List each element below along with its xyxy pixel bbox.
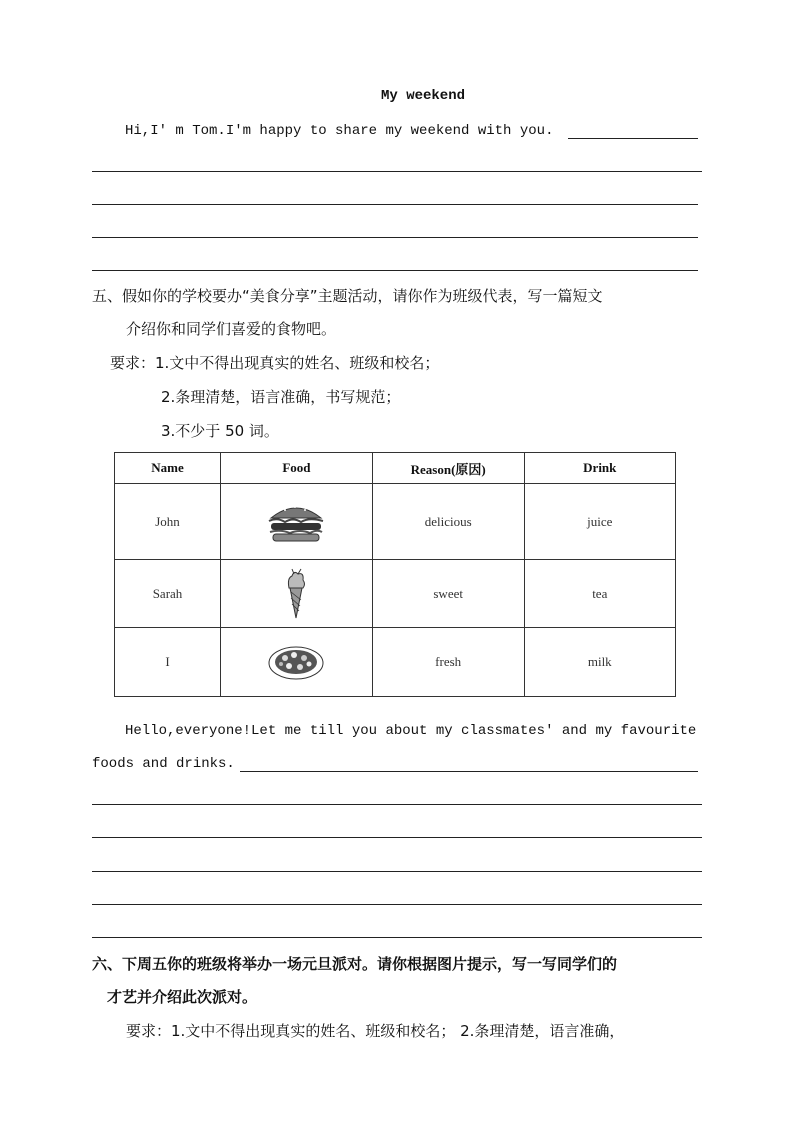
essay-opening: Hi,I' m Tom.I'm happy to share my weekend with you. xyxy=(125,123,554,139)
cell-drink: tea xyxy=(524,560,675,628)
salad-icon xyxy=(267,643,325,681)
header-reason: Reason(原因) xyxy=(372,453,524,484)
header-food: Food xyxy=(221,453,373,484)
answer-line[interactable] xyxy=(568,138,698,139)
answer-line[interactable] xyxy=(92,237,698,238)
section5-requirement-3: 3.不少于 50 词。 xyxy=(161,422,279,440)
header-drink: Drink xyxy=(524,453,675,484)
answer-line[interactable] xyxy=(92,204,698,205)
food-table xyxy=(114,452,676,697)
section5-requirement-2: 2.条理清楚，语言准确，书写规范； xyxy=(161,388,401,406)
answer-line[interactable] xyxy=(92,171,702,172)
answer-line[interactable] xyxy=(92,270,698,271)
cell-drink: juice xyxy=(524,484,675,560)
section6-heading: 六、下周五你的班级将举办一场元旦派对。请你根据图片提示，写一写同学们的 xyxy=(92,955,618,973)
cell-food xyxy=(221,484,373,560)
answer-line[interactable] xyxy=(92,904,702,905)
cell-reason: fresh xyxy=(372,628,524,697)
cell-name: Sarah xyxy=(115,560,221,628)
essay-title: My weekend xyxy=(380,88,465,104)
table-row xyxy=(115,484,676,560)
cell-drink: milk xyxy=(524,628,675,697)
answer-line[interactable] xyxy=(92,871,702,872)
table-row xyxy=(115,628,676,697)
cell-food xyxy=(221,628,373,697)
answer-line[interactable] xyxy=(92,937,702,938)
section5-heading-cont: 介绍你和同学们喜爱的食物吧。 xyxy=(126,320,337,338)
cell-reason: sweet xyxy=(372,560,524,628)
cell-reason: delicious xyxy=(372,484,524,560)
header-name: Name xyxy=(115,453,221,484)
section6-requirement: 要求：1.文中不得出现真实的姓名、班级和校名； 2.条理清楚，语言准确， xyxy=(126,1022,625,1040)
section5-requirement-1: 要求：1.文中不得出现真实的姓名、班级和校名； xyxy=(110,354,440,372)
cell-name: I xyxy=(115,628,221,697)
ice-cream-icon xyxy=(281,568,311,620)
section6-heading-cont: 才艺并介绍此次派对。 xyxy=(107,988,258,1006)
prompt-line-2: foods and drinks. xyxy=(92,756,235,772)
cell-food xyxy=(221,560,373,628)
table-row xyxy=(115,560,676,628)
answer-line[interactable] xyxy=(92,804,702,805)
cell-name: John xyxy=(115,484,221,560)
hamburger-icon xyxy=(265,498,327,546)
answer-line[interactable] xyxy=(92,837,702,838)
section5-heading: 五、假如你的学校要办“美食分享”主题活动，请你作为班级代表，写一篇短文 xyxy=(92,287,603,305)
answer-line[interactable] xyxy=(240,771,698,772)
prompt-line-1: Hello,everyone!Let me till you about my classmates' and my favourite xyxy=(125,723,697,739)
